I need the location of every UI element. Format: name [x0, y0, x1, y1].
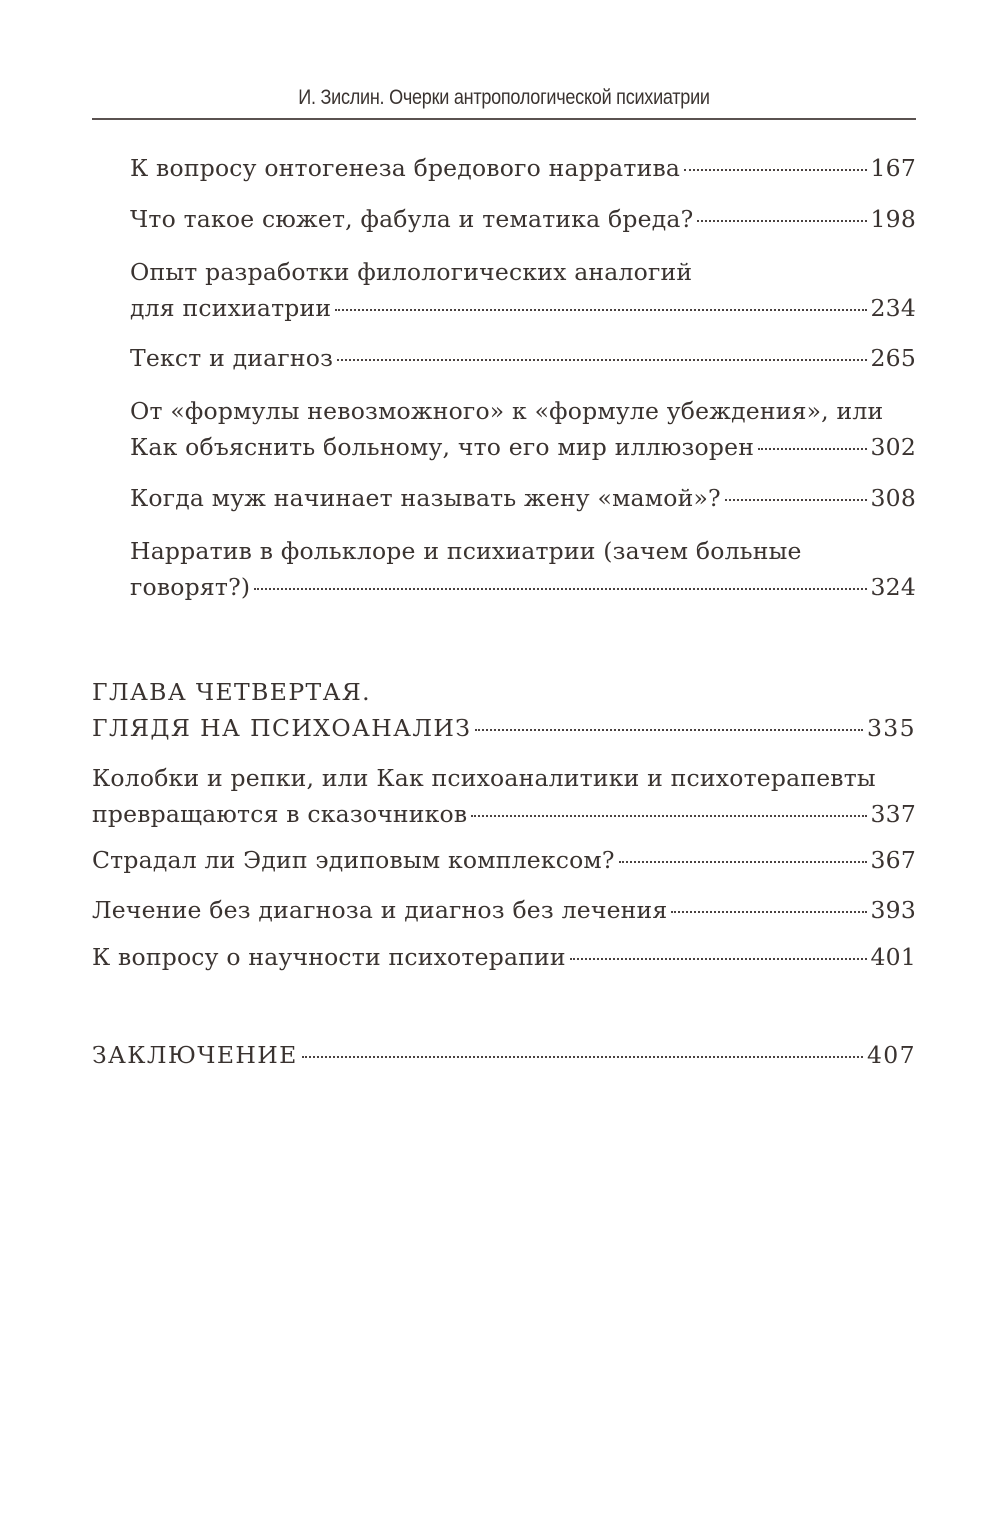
toc-entry-title: говорят?): [130, 573, 251, 601]
toc-entry-title: превращаются в сказочников: [92, 800, 468, 828]
dot-leader: [337, 359, 866, 361]
toc-entry-title: Лечение без диагноза и диагноз без лечения: [92, 896, 668, 924]
toc-entry-title: для психиатрии: [130, 294, 332, 322]
toc-entry[interactable]: [130, 254, 916, 326]
toc-chapter-heading[interactable]: [92, 674, 916, 746]
toc-entry-title: Когда муж начинает называть жену «мамой»?: [130, 484, 721, 512]
toc-entry[interactable]: [92, 760, 916, 832]
toc-page-number: 367: [870, 846, 916, 874]
toc-page-number: 167: [870, 154, 916, 182]
toc-page-number: 324: [870, 573, 916, 601]
dot-leader: [684, 169, 866, 171]
toc-entry-title-line: Нарратив в фольклоре и психиатрии (зачем больные: [130, 537, 802, 565]
chapter-title: ГЛЯДЯ НА ПСИХОАНАЛИЗ: [92, 714, 472, 742]
toc-conclusion[interactable]: [92, 1037, 916, 1073]
dot-leader: [697, 220, 866, 222]
running-head: И. Зислин. Очерки антропологической психиатрии: [298, 86, 710, 109]
toc-entry[interactable]: [92, 842, 916, 878]
toc-entry[interactable]: [130, 150, 916, 186]
toc-page-number: 393: [870, 896, 916, 924]
toc-entry-title-line: Колобки и репки, или Как психоаналитики и психотерапевты: [92, 764, 876, 792]
toc-entry-title: К вопросу онтогенеза бредового нарратива: [130, 154, 681, 182]
dot-leader: [570, 958, 867, 960]
dot-leader: [471, 815, 866, 817]
toc-entry-title: Как объяснить больному, что его мир иллюзорен: [130, 433, 755, 461]
toc-entry[interactable]: [130, 340, 916, 376]
toc-entry[interactable]: [92, 892, 916, 928]
toc-entry-title-line: От «формулы невозможного» к «формуле убеждения», или: [130, 397, 884, 425]
toc-page-number: 401: [870, 943, 916, 971]
dot-leader: [302, 1056, 863, 1058]
dot-leader: [335, 309, 866, 311]
toc-entry[interactable]: [92, 939, 916, 975]
dot-leader: [758, 448, 866, 450]
toc-page-number: 308: [870, 484, 916, 512]
toc-entry[interactable]: [130, 480, 916, 516]
toc-page-number: 234: [870, 294, 916, 322]
toc-page-number: 302: [870, 433, 916, 461]
toc-page-number: 335: [866, 714, 916, 742]
dot-leader: [254, 588, 866, 590]
toc-page-number: 407: [866, 1041, 916, 1069]
dot-leader: [475, 729, 863, 731]
header-rule: [92, 118, 916, 120]
dot-leader: [725, 499, 867, 501]
toc-entry-title: К вопросу о научности психотерапии: [92, 943, 566, 971]
toc-entry-title: Страдал ли Эдип эдиповым комплексом?: [92, 846, 615, 874]
toc-entry-title: Что такое сюжет, фабула и тематика бреда?: [130, 205, 694, 233]
toc-page-number: 337: [870, 800, 916, 828]
chapter-label: ГЛАВА ЧЕТВЕРТАЯ.: [92, 678, 372, 706]
toc-entry[interactable]: [130, 393, 916, 465]
toc-entry-title: Текст и диагноз: [130, 344, 334, 372]
toc-entry-title-line: Опыт разработки филологических аналогий: [130, 258, 693, 286]
dot-leader: [619, 861, 867, 863]
toc-entry[interactable]: [130, 533, 916, 605]
conclusion-title: ЗАКЛЮЧЕНИЕ: [92, 1041, 298, 1069]
toc-page-number: 198: [870, 205, 916, 233]
dot-leader: [671, 911, 866, 913]
toc-entry[interactable]: [130, 201, 916, 237]
toc-page-number: 265: [870, 344, 916, 372]
